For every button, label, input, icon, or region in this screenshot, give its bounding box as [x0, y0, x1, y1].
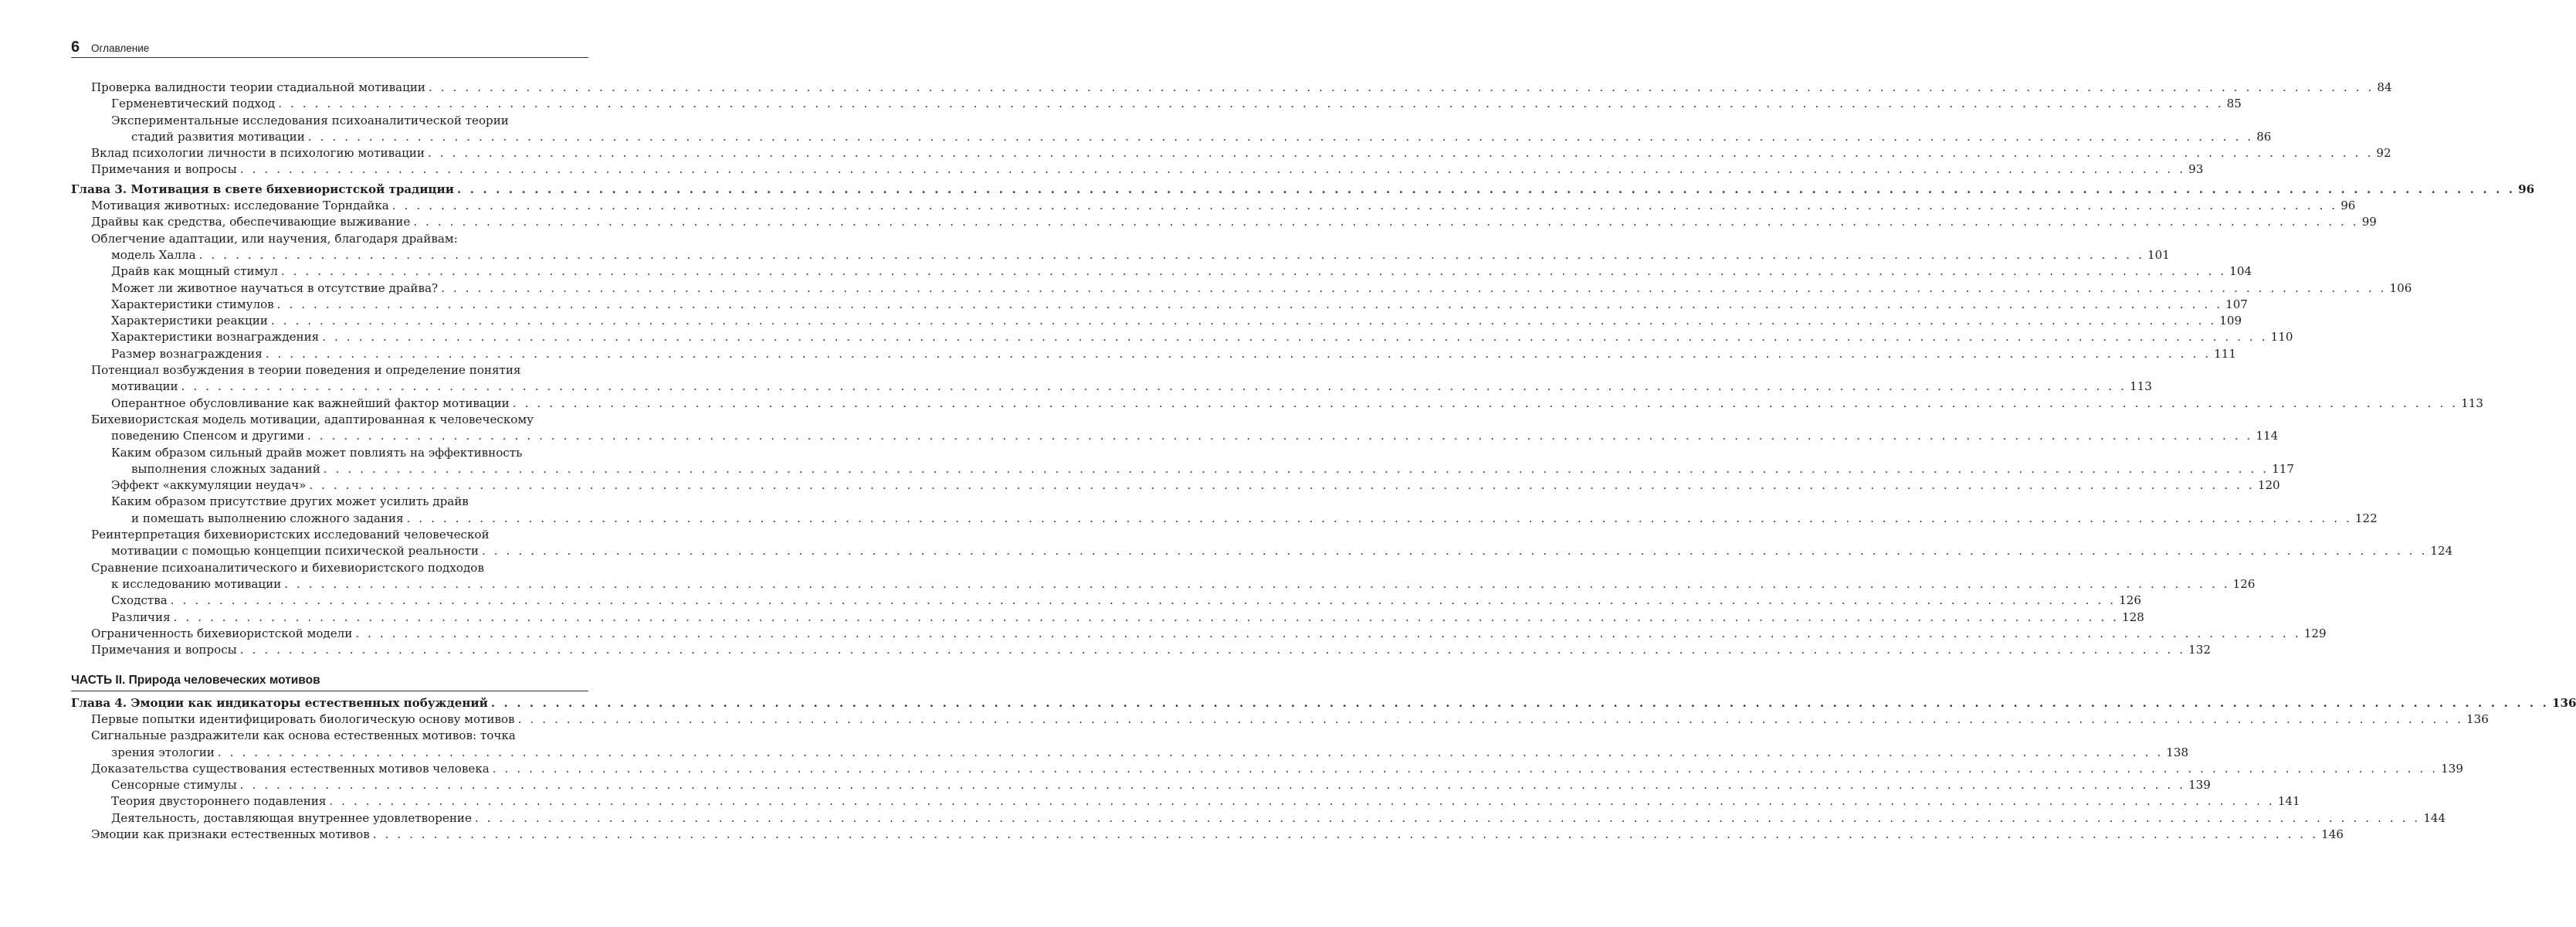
toc-entry [71, 329, 2293, 345]
toc-entry-text: Экспериментальные исследования психоаналитической теории [111, 113, 509, 127]
dot-leader: . . . . . . . . . . . . . . . . . . . . . . . . . . . . . . . . . . . . . . . . . . . . . . . . . . . . . . . . . . . . . . . . . . . . . . . . . . . . . . . . . . . . . . . . . . . . . . . . . . . . . . . . . . . . . . . . . . . . . . . . . . . . . . . . . . . . . . . . . . . . . . . . . . . . . . . . . . . . . . . . [276, 297, 2223, 311]
toc-entry-text: Оперантное обусловливание как важнейший фактор мотивации [111, 396, 510, 410]
toc-entry [71, 560, 2256, 593]
toc-page-number: 96 [2518, 182, 2535, 196]
dot-leader: . . . . . . . . . . . . . . . . . . . . . . . . . . . . . . . . . . . . . . . . . . . . . . . . . . . . . . . . . . . . . . . . . . . . . . . . . . . . . . . . . . . . . . . . . . . . . . . . . . . . . . . . . . . . . . . . . . . . . . . . . . . . . . . . . . . . . . . . . . . . . . . . . . . . . . . . . . . . . . . . [517, 711, 2463, 726]
toc-entry-text: Может ли животное научаться в отсутствие драйва? [111, 280, 439, 295]
toc-entry-text: Вклад психологии личности в психологию мотивации [91, 146, 425, 161]
toc-entry [71, 263, 2252, 280]
dot-leader: . . . . . . . . . . . . . . . . . . . . . . . . . . . . . . . . . . . . . . . . . . . . . . . . . . . . . . . . . . . . . . . . . . . . . . . . . . . . . . . . . . . . . . . . . . . . . . . . . . . . . . . . . . . . . . . . . . . . . . . . . . . . . . . . . . . . . . . . . . . . . . . . . . . . . . . . . . . . . . . . [307, 129, 2254, 144]
toc-entry-text: Деятельность, доставляющая внутреннее удовлетворение [111, 810, 472, 825]
toc-page-number: 101 [2147, 247, 2170, 262]
toc-page-number: 99 [2361, 215, 2377, 229]
dot-leader: . . . . . . . . . . . . . . . . . . . . . . . . . . . . . . . . . . . . . . . . . . . . . . . . . . . . . . . . . . . . . . . . . . . . . . . . . . . . . . . . . . . . . . . . . . . . . . . . . . . . . . . . . . . . . . . . . . . . . . . . . . . . . . . . . . . . . . . . . . . . . . . . . . . . . . . . . . . . . . . . [329, 794, 2275, 809]
toc-page-number: 146 [2321, 827, 2344, 842]
toc-entry-text: Бихевиористская модель мотивации, адаптированная к человеческому [91, 412, 534, 426]
toc-page-number: 111 [2214, 346, 2236, 361]
toc-entry [71, 711, 2489, 728]
dot-leader: . . . . . . . . . . . . . . . . . . . . . . . . . . . . . . . . . . . . . . . . . . . . . . . . . . . . . . . . . . . . . . . . . . . . . . . . . . . . . . . . . . . . . . . . . . . . . . . . . . . . . . . . . . . . . . . . . . . . . . . . . . . . . . . . . . . . . . . . . . . . . . . . . . . . . . . . . . . . . . . . [372, 827, 2319, 842]
dot-leader: . . . . . . . . . . . . . . . . . . . . . . . . . . . . . . . . . . . . . . . . . . . . . . . . . . . . . . . . . . . . . . . . . . . . . . . . . . . . . . . . . . . . . . . . . . . . . . . . . . . . . . . . . . . . . . . . . . . . . . . . . . . . . . . . . . . . . . . . . . . . . . . . . . . . . . . . . . . . . . . . [413, 215, 2359, 229]
dot-leader: . . . . . . . . . . . . . . . . . . . . . . . . . . . . . . . . . . . . . . . . . . . . . . . . . . . . . . . . . . . . . . . . . . . . . . . . . . . . . . . . . . . . . . . . . . . . . . . . . . . . . . . . . . . . . . . . . . . . . . . . . . . . . . . . . . . . . . . . . . . . . . . . . . . . . . . . . . . . . . . . [198, 247, 2144, 262]
toc-entry-text: Ограниченность бихевиористской модели [91, 626, 353, 640]
toc-entry-text: Мотивация животных: исследование Торндайка [91, 199, 389, 213]
table-of-contents [71, 80, 2576, 843]
dot-leader: . . . . . . . . . . . . . . . . . . . . . . . . . . . . . . . . . . . . . . . . . . . . . . . . . . . . . . . . . . . . . . . . . . . . . . . . . . . . . . . . . . . . . . . . . . . . . . . . . . . . . . . . . . . . . . . . . . . . . . . . . . . . . . . . . . . . . . . . . . . . . . . . . . . . . . . . . . . . . . . . [173, 610, 2120, 624]
toc-page-number: 126 [2119, 593, 2141, 608]
toc-entry [71, 593, 2141, 609]
toc-page-number: 132 [2188, 643, 2211, 657]
dot-leader: . . . . . . . . . . . . . . . . . . . . . . . . . . . . . . . . . . . . . . . . . . . . . . . . . . . . . . . . . . . . . . . . . . . . . . . . . . . . . . . . . . . . . . . . . . . . . . . . . . . . . . . . . . . . . . . . . . . . . . . . . . . . . . . . . . . . . . . . . . . . . . . . . . . . . . . . . . . . . . . . [278, 97, 2224, 111]
dot-leader: . . . . . . . . . . . . . . . . . . . . . . . . . . . . . . . . . . . . . . . . . . . . . . . . . . . . . . . . . . . . . . . . . . . . . . . . . . . . . . . . . . . . . . . . . . . . . . . . . . . . . . . . . . . . . . . . . . . . . . . . . . . . . . . . . . . . . . . . . . . . . . . . . . . . . . . . . . . . . . . . [270, 314, 2217, 328]
dot-leader: . . . . . . . . . . . . . . . . . . . . . . . . . . . . . . . . . . . . . . . . . . . . . . . . . . . . . . . . . . . . . . . . . . . . . . . . . . . . . . . . . . . . . . . . . . . . . . . . . . . . . . . . . . . . . . . . . . . . . . . . . . . . . . . . . . . . . . . . . . . . . . . . . . . . . . . . . . . . . . . . [391, 199, 2338, 213]
toc-page-number: 139 [2188, 778, 2211, 793]
dot-leader: . . . . . . . . . . . . . . . . . . . . . . . . . . . . . . . . . . . . . . . . . . . . . . . . . . . . . . . . . . . . . . . . . . . . . . . . . . . . . . . . . . . . . . . . . . . . . . . . . . . . . . . . . . . . . . . . . . . . . . . . . . . . . . . . . . . . . . . . . . . . . . . . . . . . . . . . . . . . . . . . [322, 330, 2268, 345]
toc-entry-text: Герменевтический подход [111, 97, 276, 111]
toc-entry [71, 777, 2211, 793]
toc-entry [71, 728, 2189, 761]
dot-leader: . . . . . . . . . . . . . . . . . . . . . . . . . . . . . . . . . . . . . . . . . . . . . . . . . . . . . . . . . . . . . . . . . . . . . . . . . . . . . . . . . . . . . . . . . . . . . . . . . . . . . . . . . . . . . . . . . . . . . . . . . . . . . . . . . . . . . . . . . . . . . . . . . . . . . . . . . . . . . . . . [181, 379, 2127, 394]
toc-entry-text: Доказательства существования естественных мотивов человека [91, 761, 490, 776]
toc-page-number: 96 [2340, 199, 2356, 213]
toc-page-number: 113 [2461, 396, 2483, 410]
toc-entry-text: Сенсорные стимулы [111, 778, 237, 793]
toc-entry [71, 626, 2327, 642]
dot-leader: . . . . . . . . . . . . . . . . . . . . . . . . . . . . . . . . . . . . . . . . . . . . . . . . . . . . . . . . . . . . . . . . . . . . . . . . . . . . . . . . . . . . . . . . . . . . . . . . . . . . . . . . . . . . . . . . . . . . . . . . . . . . . . . . . . . . . . . . . . . . . . . . . . . . . . . . . . . . . . . . [481, 544, 2428, 559]
toc-entry [71, 761, 2463, 777]
toc-entry [71, 362, 2152, 396]
toc-page-number: 113 [2129, 379, 2152, 394]
toc-page-number: 106 [2389, 280, 2412, 295]
toc-entry-text: Сходства [111, 593, 168, 608]
toc-entry-text: Сравнение психоаналитического и бихевиористского подходов [91, 560, 484, 575]
toc-page-number: 104 [2229, 264, 2252, 279]
toc-entry-text: Каким образом сильный драйв может повлиять на эффективность [111, 445, 523, 460]
toc-entry [71, 80, 2392, 96]
dot-leader: . . . . . . . . . . . . . . . . . . . . . . . . . . . . . . . . . . . . . . . . . . . . . . . . . . . . . . . . . . . . . . . . . . . . . . . . . . . . . . . . . . . . . . . . . . . . . . . . . . . . . . . . . . . . . . . . . . . . . . . . . . . . . . . . . . . . . . . . . . . . . . . . . . . . . . . . . . . . . . . . [217, 745, 2164, 759]
dot-leader: . . . . . . . . . . . . . . . . . . . . . . . . . . . . . . . . . . . . . . . . . . . . . . . . . . . . . . . . . . . . . . . . . . . . . . . . . . . . . . . . . . . . . . . . . . . . . . . . . . . . . . . . . . . . . . . . . . . . . . . . . . . . . . . . . . . . . . . . . . . . . . . . . . . . . . . . . . . . . . . . [323, 461, 2269, 476]
toc-page-number: 107 [2225, 297, 2248, 311]
toc-page-number: 86 [2256, 129, 2272, 144]
page-number: 6 [71, 39, 80, 56]
toc-entry [71, 214, 2377, 230]
dot-leader: . . . . . . . . . . . . . . . . . . . . . . . . . . . . . . . . . . . . . . . . . . . . . . . . . . . . . . . . . . . . . . . . . . . . . . . . . . . . . . . . . . . . . . . . . . . . . . . . . . . . . . . . . . . . . . . . . . . . . . . . . . . . . . . . . . . . . . . . . . . . . . . . . . . . . . . . . . . . . . . . [309, 478, 2255, 493]
toc-page-number: 117 [2272, 461, 2295, 476]
toc-entry-text: Характеристики вознаграждения [111, 330, 320, 345]
toc-entry [71, 113, 2272, 146]
toc-entry-text: мотивации с помощью концепции психической реальности [111, 544, 479, 559]
toc-entry [71, 827, 2344, 843]
toc-page-number: 136 [2466, 711, 2489, 726]
toc-entry [71, 477, 2280, 494]
toc-entry-text: Облегчение адаптации, или научения, благодаря драйвам: [91, 231, 458, 246]
toc-entry-text: к исследованию мотивации [111, 576, 282, 591]
dot-leader: . . . . . . . . . . . . . . . . . . . . . . . . . . . . . . . . . . . . . . . . . . . . . . . . . . . . . . . . . . . . . . . . . . . . . . . . . . . . . . . . . . . . . . . . . . . . . . . . . . . . . . . . . . . . . . . . . . . . . . . . . . . . . . . . . . . . . . . . . . . . . . . . . . . . . . . . . . . . . . . . [239, 643, 2186, 657]
toc-entry-text: мотивации [111, 379, 178, 394]
dot-leader: . . . . . . . . . . . . . . . . . . . . . . . . . . . . . . . . . . . . . . . . . . . . . . . . . . . . . . . . . . . . . . . . . . . . . . . . . . . . . . . . . . . . . . . . . . . . . . . . . . . . . . . . . . . . . . . . . . . . . . . . . . . . . . . . . . . . . . . . . . . . . . . . . . . . . . . . . . . . . . . . [427, 146, 2374, 161]
dot-leader: . . . . . . . . . . . . . . . . . . . . . . . . . . . . . . . . . . . . . . . . . . . . . . . . . . . . . . . . . . . . . . . . . . . . . . . . . . . . . . . . . . . . . . . . . . . . . . . . . . . . . . . . . . . . . . . . . . . . . . . . . . . . . . . . . . . . . . . . . . . . . . . . . . . . . . . . . . . . . . . . [492, 761, 2439, 776]
toc-page-number: 138 [2166, 745, 2189, 759]
toc-page-number: 122 [2354, 511, 2378, 525]
toc-entry [71, 280, 2412, 297]
dot-leader: . . . . . . . . . . . . . . . . . . . . . . . . . . . . . . . . . . . . . . . . . . . . . . . . . . . . . . . . . . . . . . . . . . . . . . . . . . . . . . . . . . . . . . . . . . . . . . . . . . . . . . . . . . . . . . . . . . . . . . . . . . . . . . . . . . . . . . . . . . . . . . . . . . . . . . . . . . . . . . . . [170, 593, 2117, 608]
toc-entry-text: Драйв как мощный стимул [111, 264, 278, 279]
toc-entry-text: стадий развития мотивации [131, 129, 305, 144]
toc-page-number: 84 [2377, 80, 2392, 94]
dot-leader: . . . . . . . . . . . . . . . . . . . . . . . . . . . . . . . . . . . . . . . . . . . . . . . . . . . . . . . . . . . . . . . . . . . . . . . . . . . . . . . . . . . . . . . . . . . . . . . . . . . . . . . . . . . . . . . . . . . . . . . . . . . . . . . . . . . . . . . . . . . . . . . . . . . . . . . . . . . . . . . . [284, 576, 2230, 591]
toc-entry-text: Глава 3. Мотивация в свете бихевиористской традиции [71, 182, 454, 196]
toc-page-number: 139 [2441, 761, 2463, 776]
toc-page-number: 110 [2270, 330, 2293, 345]
toc-entry-text: Глава 4. Эмоции как индикаторы естественных побуждений [71, 695, 488, 710]
toc-entry [71, 445, 2295, 478]
dot-leader: . . . . . . . . . . . . . . . . . . . . . . . . . . . . . . . . . . . . . . . . . . . . . . . . . . . . . . . . . . . . . . . . . . . . . . . . . . . . . . . . . . . . . . . . . . . . . . . . . . . . . . . . . . . . . . . . . . . . . . . . . . . . . . . . . . . . . . . . . . . . . . . . . . . . . . . . . . . . . . . . [355, 626, 2301, 640]
toc-entry [71, 198, 2356, 214]
toc-entry [71, 412, 2279, 445]
toc-page-number: 85 [2226, 97, 2242, 111]
toc-page-number: 92 [2376, 146, 2391, 161]
toc-page-number: 109 [2219, 314, 2242, 328]
toc-entry-text: Каким образом присутствие других может усилить драйв [111, 494, 469, 509]
toc-entry [71, 494, 2378, 527]
dot-leader: . . . . . . . . . . . . . . . . . . . . . . . . . . . . . . . . . . . . . . . . . . . . . . . . . . . . . . . . . . . . . . . . . . . . . . . . . . . . . . . . . . . . . . . . . . . . . . . . . . . . . . . . . . . . . . . . . . . . . . . . . . . . . . . . . . . . . . . . . . . . . . . . . . . . . . . . . . . . . . . . [512, 396, 2459, 410]
toc-entry-text: Теория двустороннего подавления [111, 794, 327, 809]
running-title: Оглавление [91, 42, 150, 54]
running-header [71, 40, 588, 58]
dot-leader: . . . . . . . . . . . . . . . . . . . . . . . . . . . . . . . . . . . . . . . . . . . . . . . . . . . . . . . . . . . . . . . . . . . . . . . . . . . . . . . . . . . . . . . . . . . . . . . . . . . . . . . . . . . . . . . . . . . . . . . . . . . . . . . . . . . . . . . . . . . . . . . . . . . . . . . . . . . . . . . . [474, 810, 2421, 825]
toc-page-number: 141 [2277, 794, 2300, 809]
toc-entry-text: выполнения сложных заданий [131, 461, 320, 476]
toc-page-number: 128 [2122, 610, 2144, 624]
dot-leader: . . . . . . . . . . . . . . . . . . . . . . . . . . . . . . . . . . . . . . . . . . . . . . . . . . . . . . . . . . . . . . . . . . . . . . . . . . . . . . . . . . . . . . . . . . . . . . . . . . . . . . . . . . . . . . . . . . . . . . . . . . . . . . . . . . . . . . . . . . . . . . . . . . . . . . . . . . . . . . . . [406, 511, 2352, 525]
toc-entry-text: Характеристики реакции [111, 314, 268, 328]
toc-page-number: 114 [2256, 429, 2279, 443]
dot-leader: . . . . . . . . . . . . . . . . . . . . . . . . . . . . . . . . . . . . . . . . . . . . . . . . . . . . . . . . . . . . . . . . . . . . . . . . . . . . . . . . . . . . . . . . . . . . . . . . . . . . . . . . . . . . . . . . . . . . . . . . . . . . . . . . . . . . . . . . . . . . . . . . . . . . . . . . . . . . . . . . [239, 162, 2186, 177]
toc-page-number: 120 [2257, 478, 2280, 493]
toc-page-number: 93 [2188, 162, 2204, 177]
toc-entry-text: Драйвы как средства, обеспечивающие выживание [91, 215, 411, 229]
toc-entry-text: Эмоции как признаки естественных мотивов [91, 827, 370, 842]
toc-entry [71, 810, 2446, 827]
dot-leader: . . . . . . . . . . . . . . . . . . . . . . . . . . . . . . . . . . . . . . . . . . . . . . . . . . . . . . . . . . . . . . . . . . . . . . . . . . . . . . . . . . . . . . . . . . . . . . . . . . . . . . . . . . . . . . . . . . . . . . . . . . . . . . . . . . . . . . . . . . . . . . . . . . . . . . . . . . . . . . . . [428, 80, 2374, 94]
toc-entry [71, 346, 2236, 362]
toc-entry [71, 297, 2248, 313]
toc-entry [71, 610, 2144, 626]
toc-entry [71, 313, 2242, 329]
toc-entry-text: Сигнальные раздражители как основа естественных мотивов: точка [91, 728, 516, 743]
toc-entry-text: Различия [111, 610, 171, 624]
dot-leader: . . . . . . . . . . . . . . . . . . . . . . . . . . . . . . . . . . . . . . . . . . . . . . . . . . . . . . . . . . . . . . . . . . . . . . . . . . . . . . . . . . . . . . . . . . . . . . . . . . . . . . . . . . . . . . . . . . . . . . . . . . . . . . . . . . . . . . . . . . . . . . . . . . . . . . . . . . . . . . . . [280, 264, 2227, 279]
toc-chapter [71, 182, 2535, 198]
toc-entry [71, 642, 2211, 658]
toc-entry-text: Примечания и вопросы [91, 162, 237, 177]
toc-page-number: 124 [2430, 544, 2453, 559]
toc-page-number: 129 [2303, 626, 2327, 640]
toc-entry-text: Эффект «аккумуляции неудач» [111, 478, 307, 493]
dot-leader: . . . . . . . . . . . . . . . . . . . . . . . . . . . . . . . . . . . . . . . . . . . . . . . . . . . . . . . . . . . . . . . . . . . . . . . . . . . . . . . . . . . . . . . . . . . . . . . . . . . . . . . . . . . . . . . . . . . . . . . . . . . . . . . . . . . . . . . . . . . . . . . . . . . . . . . . . . . . . . . . [456, 182, 2516, 196]
toc-entry [71, 793, 2300, 810]
toc-entry-text: Реинтерпретация бихевиористских исследований человеческой [91, 528, 490, 542]
toc-page-number: 126 [2232, 576, 2256, 591]
dot-leader: . . . . . . . . . . . . . . . . . . . . . . . . . . . . . . . . . . . . . . . . . . . . . . . . . . . . . . . . . . . . . . . . . . . . . . . . . . . . . . . . . . . . . . . . . . . . . . . . . . . . . . . . . . . . . . . . . . . . . . . . . . . . . . . . . . . . . . . . . . . . . . . . . . . . . . . . . . . . . . . . [239, 778, 2186, 793]
toc-entry-text: Первые попытки идентифицировать биологическую основу мотивов [91, 711, 515, 726]
toc-chapter [71, 695, 2576, 711]
toc-page-number: 144 [2423, 810, 2446, 825]
toc-entry [71, 396, 2483, 412]
toc-page-number: 136 [2551, 695, 2576, 710]
dot-leader: . . . . . . . . . . . . . . . . . . . . . . . . . . . . . . . . . . . . . . . . . . . . . . . . . . . . . . . . . . . . . . . . . . . . . . . . . . . . . . . . . . . . . . . . . . . . . . . . . . . . . . . . . . . . . . . . . . . . . . . . . . . . . . . . . . . . . . . . . . . . . . . . . . . . . . . . . . . . . . . . [441, 280, 2387, 295]
toc-entry-text: Характеристики стимулов [111, 297, 274, 311]
toc-entry-text: и помешать выполнению сложного задания [131, 511, 404, 525]
toc-entry-text: поведению Спенсом и другими [111, 429, 305, 443]
dot-leader: . . . . . . . . . . . . . . . . . . . . . . . . . . . . . . . . . . . . . . . . . . . . . . . . . . . . . . . . . . . . . . . . . . . . . . . . . . . . . . . . . . . . . . . . . . . . . . . . . . . . . . . . . . . . . . . . . . . . . . . . . . . . . . . . . . . . . . . . . . . . . . . . . . . . . . . . . . . . . . . . [490, 695, 2549, 710]
toc-entry [71, 527, 2453, 560]
toc-entry-text: Проверка валидности теории стадиальной мотивации [91, 80, 425, 94]
dot-leader: . . . . . . . . . . . . . . . . . . . . . . . . . . . . . . . . . . . . . . . . . . . . . . . . . . . . . . . . . . . . . . . . . . . . . . . . . . . . . . . . . . . . . . . . . . . . . . . . . . . . . . . . . . . . . . . . . . . . . . . . . . . . . . . . . . . . . . . . . . . . . . . . . . . . . . . . . . . . . . . . [265, 346, 2212, 361]
toc-entry [71, 96, 2242, 112]
toc-entry [71, 145, 2391, 161]
toc-entry-text: Потенциал возбуждения в теории поведения и определение понятия [91, 363, 521, 378]
dot-leader: . . . . . . . . . . . . . . . . . . . . . . . . . . . . . . . . . . . . . . . . . . . . . . . . . . . . . . . . . . . . . . . . . . . . . . . . . . . . . . . . . . . . . . . . . . . . . . . . . . . . . . . . . . . . . . . . . . . . . . . . . . . . . . . . . . . . . . . . . . . . . . . . . . . . . . . . . . . . . . . . [307, 429, 2253, 443]
toc-entry-text: модель Халла [111, 247, 196, 262]
toc-entry [71, 161, 2204, 178]
toc-entry-text: Примечания и вопросы [91, 643, 237, 657]
toc-entry [71, 231, 2170, 264]
toc-entry-text: зрения этологии [111, 745, 215, 759]
toc-entry-text: Размер вознаграждения [111, 346, 263, 361]
part-heading: ЧАСТЬ II. Природа человеческих мотивов [71, 672, 588, 691]
